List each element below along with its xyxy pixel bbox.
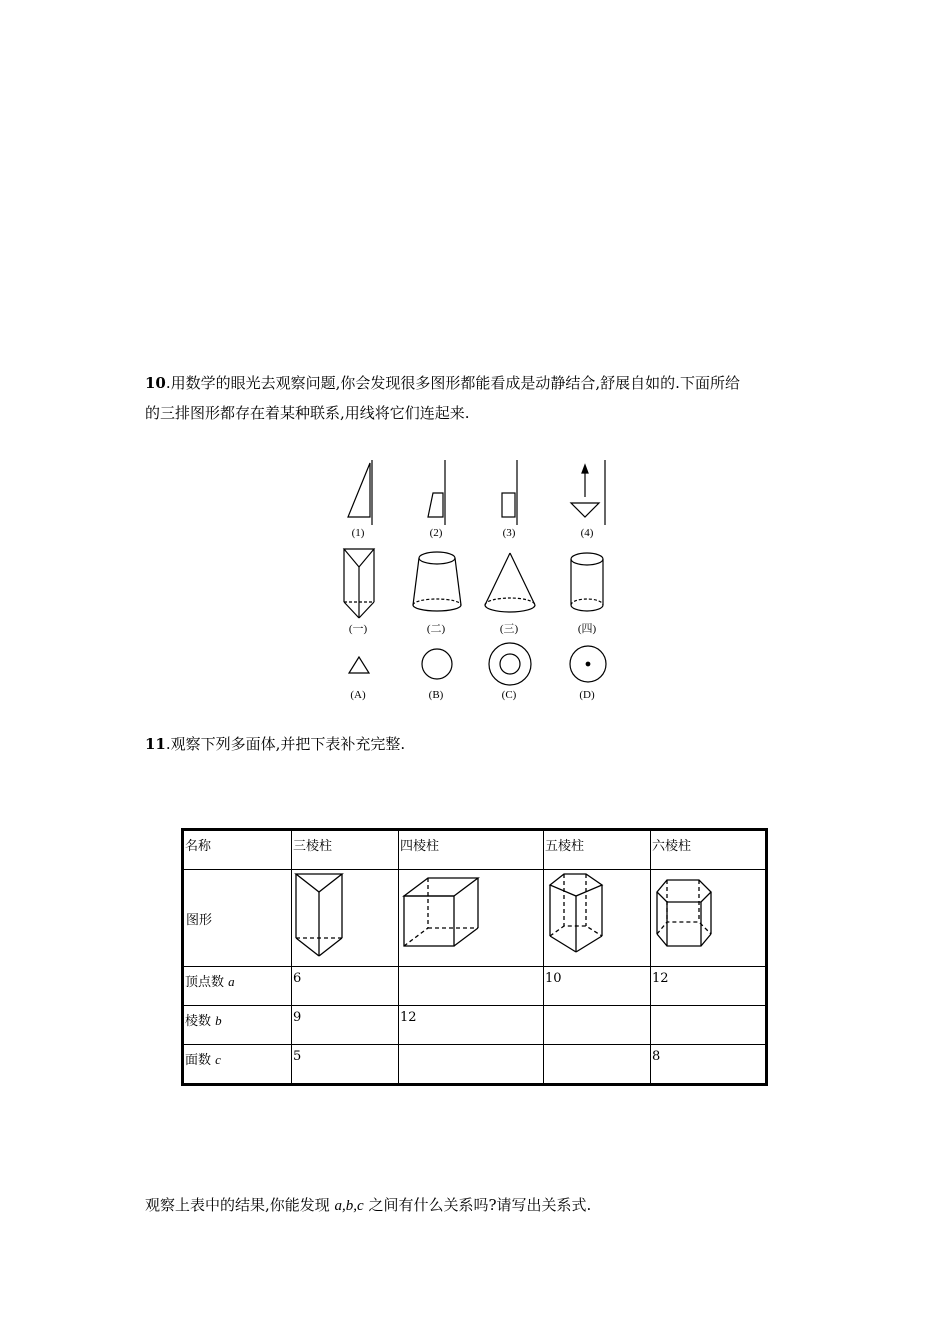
solid-triangular-prism xyxy=(344,549,374,618)
view-circle-with-dot xyxy=(570,646,606,682)
caption-3: (3) xyxy=(502,527,516,539)
caption-si: (四) xyxy=(577,623,597,635)
shape-3-rectangle xyxy=(502,460,517,525)
caption-b: (B) xyxy=(428,689,444,701)
question-10 xyxy=(145,368,810,428)
shape-4-triangle-with-arrow xyxy=(571,460,605,525)
cell-edges-quadrangular[interactable]: 12 xyxy=(399,1006,544,1045)
caption-a: (A) xyxy=(350,689,366,701)
cell-faces-quadrangular[interactable] xyxy=(399,1045,544,1085)
cell-faces-triangular[interactable]: 5 xyxy=(292,1045,399,1085)
question-11-followup: 观察上表中的结果,你能发现 a,b,c 之间有什么关系吗?请写出关系式. xyxy=(145,1196,592,1214)
cell-faces-hexagonal[interactable]: 8 xyxy=(651,1045,767,1085)
table-row xyxy=(183,1045,767,1085)
header-hexagonal-prism: 六棱柱 xyxy=(651,830,767,870)
header-quadrangular-prism: 四棱柱 xyxy=(399,830,544,870)
caption-4: (4) xyxy=(580,527,594,539)
question-10-line1: 10.用数学的眼光去观察问题,你会发现很多图形都能看成是动静结合,舒展自如的.下面所给 xyxy=(145,374,740,392)
table-figure-row xyxy=(183,870,767,967)
cell-edges-hexagonal[interactable] xyxy=(651,1006,767,1045)
solid-cone xyxy=(485,553,535,612)
shape-1-right-triangle xyxy=(348,460,372,525)
view-triangle xyxy=(349,657,369,673)
shape-2-trapezoid xyxy=(428,460,445,525)
caption-1: (1) xyxy=(351,527,365,539)
header-pentagonal-prism: 五棱柱 xyxy=(544,830,651,870)
cell-vertices-pentagonal[interactable]: 10 xyxy=(544,967,651,1006)
table-row xyxy=(183,967,767,1006)
polyhedra-table xyxy=(181,828,768,1086)
figure-rotation-shapes xyxy=(330,455,630,710)
caption-c: (C) xyxy=(501,689,517,701)
cell-edges-pentagonal[interactable] xyxy=(544,1006,651,1045)
solid-cylinder xyxy=(571,553,603,611)
row-label-edges: 棱数 b xyxy=(183,1006,292,1045)
cell-faces-pentagonal[interactable] xyxy=(544,1045,651,1085)
pentagonal-prism-figure xyxy=(546,872,646,960)
caption-er: (二) xyxy=(426,623,446,635)
view-circle xyxy=(422,649,452,679)
row-label-vertices: 顶点数 a xyxy=(183,967,292,1006)
figure-row-label: 图形 xyxy=(183,870,292,967)
caption-san: (三) xyxy=(499,623,519,635)
header-name: 名称 xyxy=(183,830,292,870)
caption-2: (2) xyxy=(429,527,443,539)
cell-vertices-quadrangular[interactable] xyxy=(399,967,544,1006)
question-10-line2: 的三排图形都存在着某种联系,用线将它们连起来. xyxy=(145,404,470,422)
table-row xyxy=(183,1006,767,1045)
table-header-row xyxy=(183,830,767,870)
cell-vertices-hexagonal[interactable]: 12 xyxy=(651,967,767,1006)
caption-yi: (一) xyxy=(348,623,368,635)
triangular-prism-figure xyxy=(294,872,394,960)
question-11: 11.观察下列多面体,并把下表补充完整. xyxy=(145,735,406,753)
header-triangular-prism: 三棱柱 xyxy=(292,830,399,870)
cell-edges-triangular[interactable]: 9 xyxy=(292,1006,399,1045)
hexagonal-prism-figure xyxy=(653,876,763,956)
quadrangular-prism-figure xyxy=(401,876,541,956)
cell-vertices-triangular[interactable]: 6 xyxy=(292,967,399,1006)
view-concentric-circles xyxy=(489,643,531,685)
solid-frustum xyxy=(413,552,461,611)
row-label-faces: 面数 c xyxy=(183,1045,292,1085)
caption-d: (D) xyxy=(579,689,595,701)
